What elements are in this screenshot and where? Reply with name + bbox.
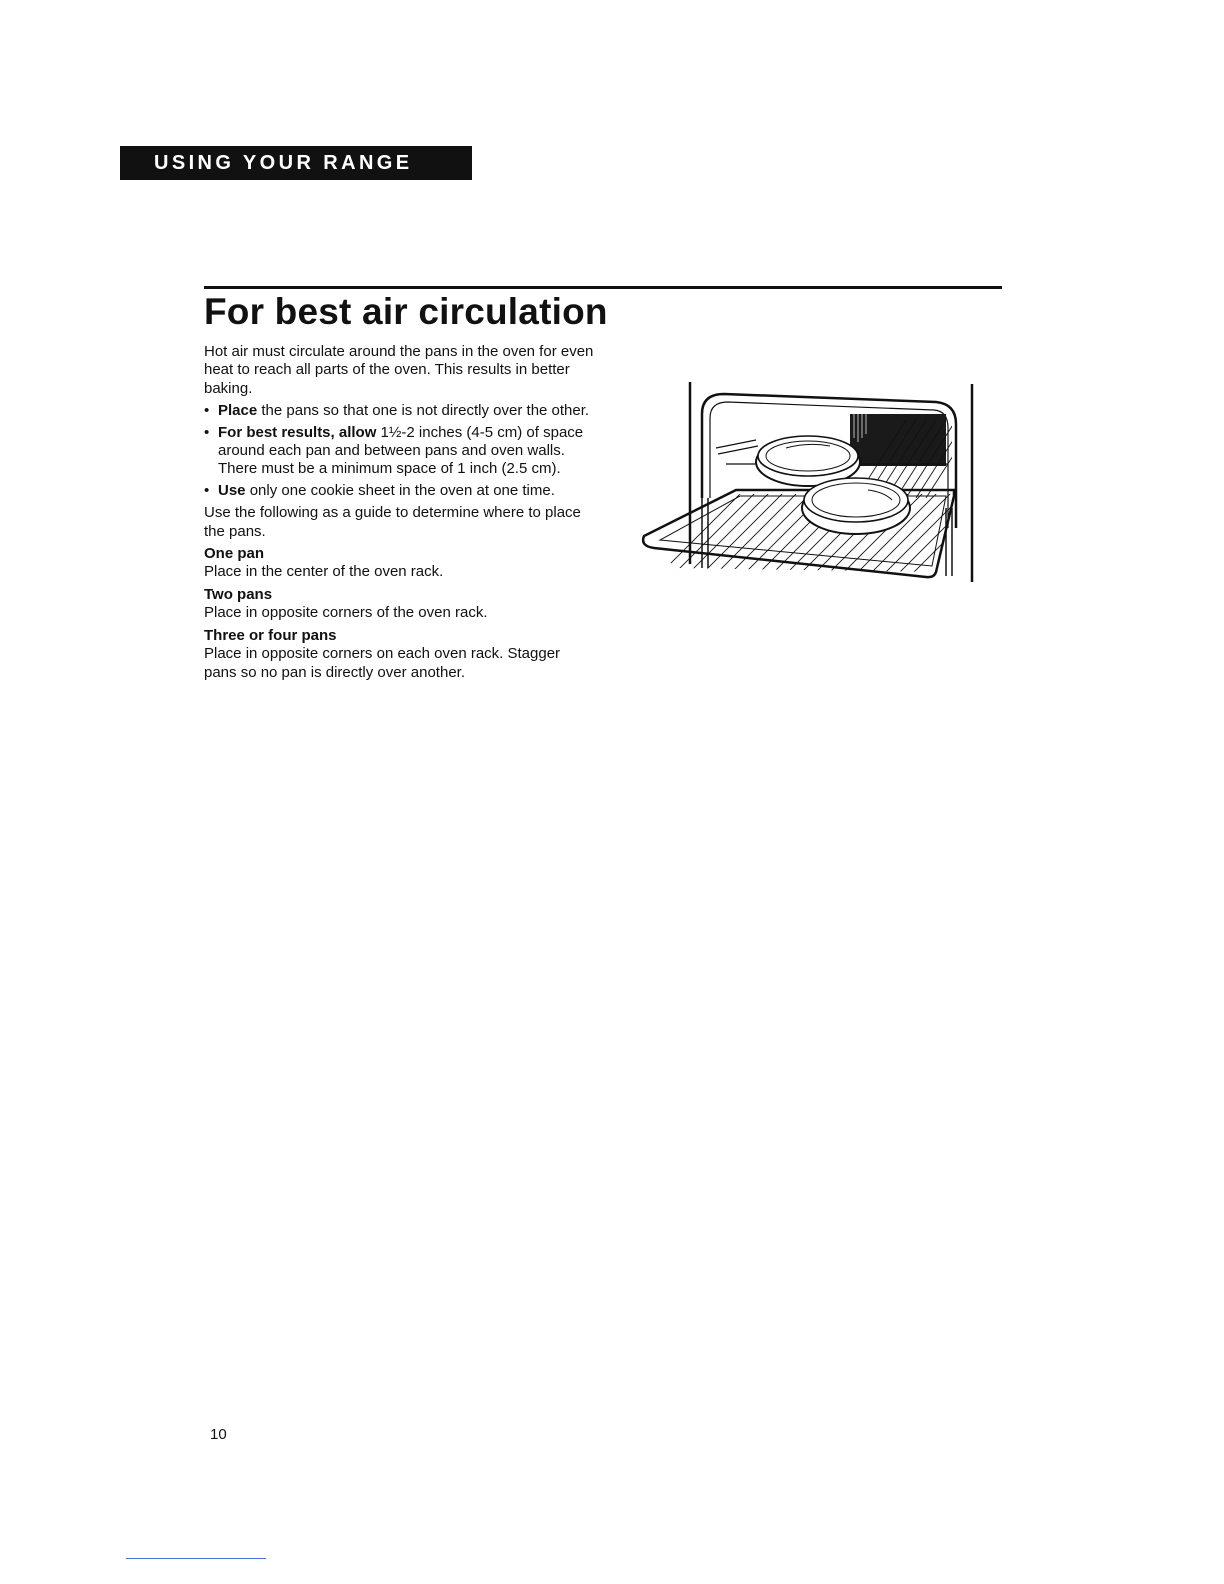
- body-text: [204, 343, 594, 686]
- guide-heading-three-four-pans: Three or four pans: [204, 626, 337, 644]
- guide-text-one-pan: Place in the center of the oven rack.: [204, 563, 444, 581]
- page-title: For best air circulation: [204, 291, 608, 332]
- list-item: [204, 482, 594, 500]
- guide-text-two-pans: Place in opposite corners of the oven rack.: [204, 604, 488, 622]
- title-rule: [204, 286, 1002, 289]
- bullet-text: the pans so that one is not directly over the other.: [257, 402, 590, 420]
- list-item: [204, 402, 594, 420]
- bullet-text: only one cookie sheet in the oven at one time.: [245, 481, 555, 499]
- bullet-lead: Use: [218, 481, 246, 499]
- guide-heading-one-pan: One pan: [204, 545, 265, 563]
- footer-line: [126, 1558, 266, 1559]
- guide-heading-two-pans: Two pans: [204, 585, 273, 603]
- guide-intro: Use the following as a guide to determine where to place the pans.: [204, 504, 581, 540]
- tips-list: [204, 402, 594, 500]
- bullet-lead: Place: [218, 402, 258, 420]
- oven-rack-illustration: [636, 378, 980, 586]
- intro-paragraph: Hot air must circulate around the pans in the oven for even heat to reach all parts of the oven. This results in better baking.: [204, 343, 594, 397]
- list-item: [204, 424, 594, 479]
- guide-text-three-four-pans: Place in opposite corners on each oven rack. Stagger pans so no pan is directly over another.: [204, 645, 561, 681]
- section-banner: USING YOUR RANGE: [120, 146, 472, 180]
- bullet-lead: For best results, allow: [218, 423, 377, 441]
- page-number: 10: [210, 1426, 227, 1443]
- bullet-text: 1½-2 inches (4-5 cm) of space around each pan and between pans and oven walls. There must be a minimum space of 1 inch (2.5 cm).: [218, 423, 584, 478]
